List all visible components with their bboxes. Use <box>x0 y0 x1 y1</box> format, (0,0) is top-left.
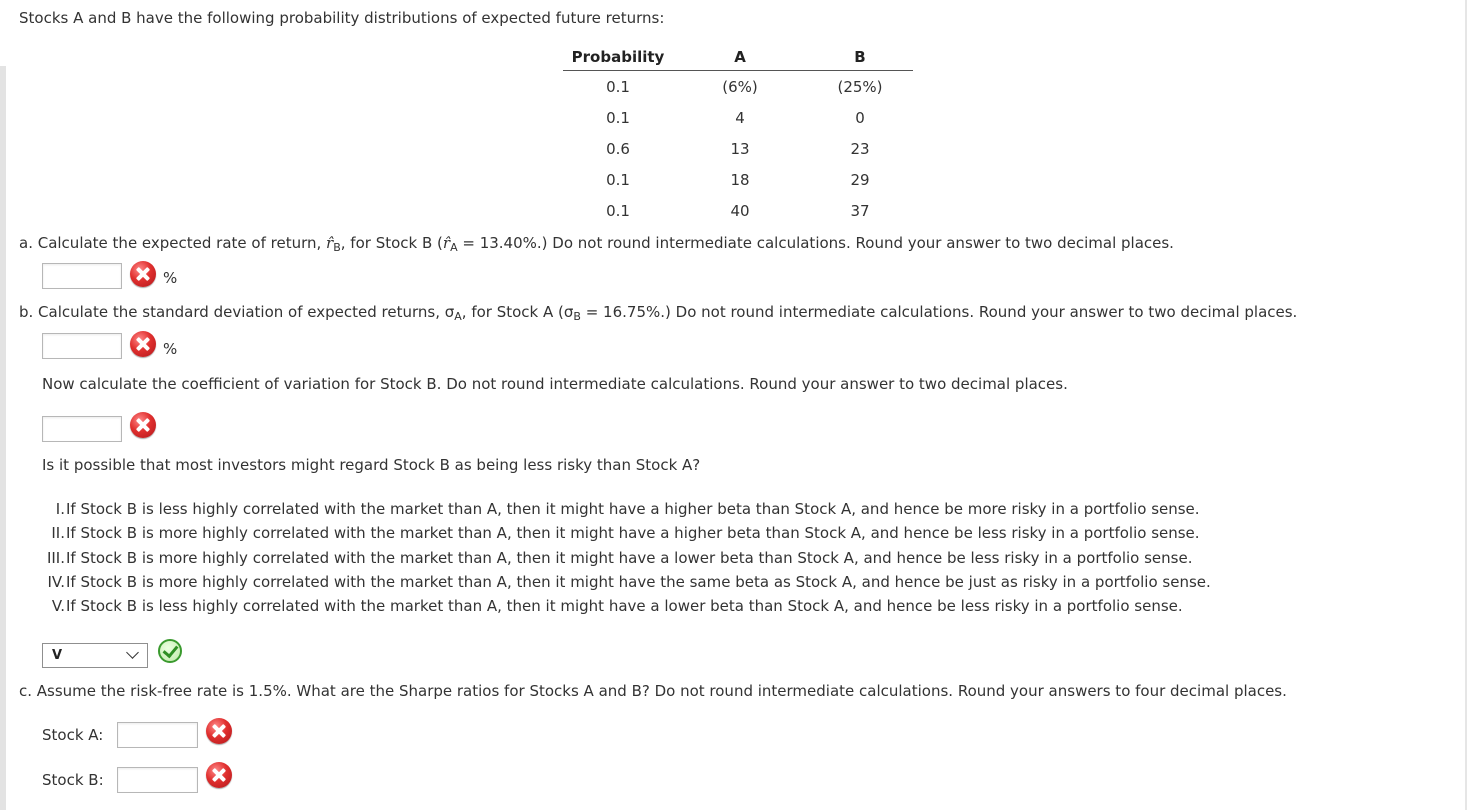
incorrect-icon <box>206 718 232 744</box>
cell-return-b: (25%) <box>837 77 883 96</box>
selected-value: V <box>52 648 63 663</box>
table-header-row <box>563 43 913 71</box>
expected-return-b-input[interactable] <box>42 263 122 289</box>
cell-probability: 0.1 <box>606 201 630 220</box>
cell-return-a: (6%) <box>722 77 758 96</box>
cv-question: Now calculate the coefficient of variation for Stock B. Do not round intermediate calculations. Round your answer to two decimal places. <box>42 375 1068 393</box>
left-border <box>0 66 6 810</box>
cell-return-a: 13 <box>730 139 750 158</box>
cell-return-b: 29 <box>850 170 870 189</box>
distribution-table <box>563 43 913 226</box>
risk-question: Is it possible that most investors might regard Stock B as being less risky than Stock A? <box>42 456 701 474</box>
table-row <box>563 133 913 164</box>
header-stock-a: A <box>673 43 807 71</box>
risk-answer-select[interactable] <box>42 643 148 668</box>
part-a-question: a. Calculate the expected rate of return, $r̂_B$, for Stock B $(r̂_A = 13.40\%.)$ Do not round intermediate calculations. Round your answer to two decimal places. <box>19 234 1174 254</box>
chevron-down-icon <box>126 646 139 659</box>
table-row <box>563 71 913 103</box>
cell-return-a: 18 <box>730 170 750 189</box>
incorrect-icon <box>130 261 156 287</box>
cell-probability: 0.6 <box>606 139 630 158</box>
table-row <box>563 102 913 133</box>
cell-return-a: 4 <box>735 108 745 127</box>
incorrect-icon <box>130 412 156 438</box>
header-probability: Probability <box>563 43 673 71</box>
cell-probability: 0.1 <box>606 108 630 127</box>
cell-return-b: 0 <box>855 108 865 127</box>
correct-check-icon <box>158 639 182 663</box>
part-c-question: c. Assume the risk-free rate is 1.5%. What are the Sharpe ratios for Stocks A and B? Do not round intermediate calculations. Round your answers to four decimal places. <box>19 682 1287 700</box>
cell-probability: 0.1 <box>606 77 630 96</box>
cell-return-b: 37 <box>850 201 870 220</box>
part-b-question: b. Calculate the standard deviation of expected returns, $\sigma_A$, for Stock A $(\sigma_B = 16.75\%.)$ Do not round intermediate calculations. Round your answer to two decimal places. <box>19 303 1298 323</box>
cell-return-b: 23 <box>850 139 870 158</box>
percent-unit: % <box>163 269 178 287</box>
incorrect-icon <box>206 762 232 788</box>
percent-unit: % <box>163 340 178 358</box>
intro-text: Stocks A and B have the following probability distributions of expected future returns: <box>19 9 665 27</box>
stock-a-label: Stock A: <box>42 726 104 744</box>
cv-b-input[interactable] <box>42 416 122 442</box>
sharpe-b-input[interactable] <box>117 767 198 793</box>
incorrect-icon <box>130 331 156 357</box>
header-stock-b: B <box>807 43 913 71</box>
stock-b-label: Stock B: <box>42 771 104 789</box>
table-row <box>563 195 913 226</box>
cell-probability: 0.1 <box>606 170 630 189</box>
std-dev-a-input[interactable] <box>42 333 122 359</box>
sharpe-a-input[interactable] <box>117 722 198 748</box>
table-row <box>563 164 913 195</box>
cell-return-a: 40 <box>730 201 750 220</box>
